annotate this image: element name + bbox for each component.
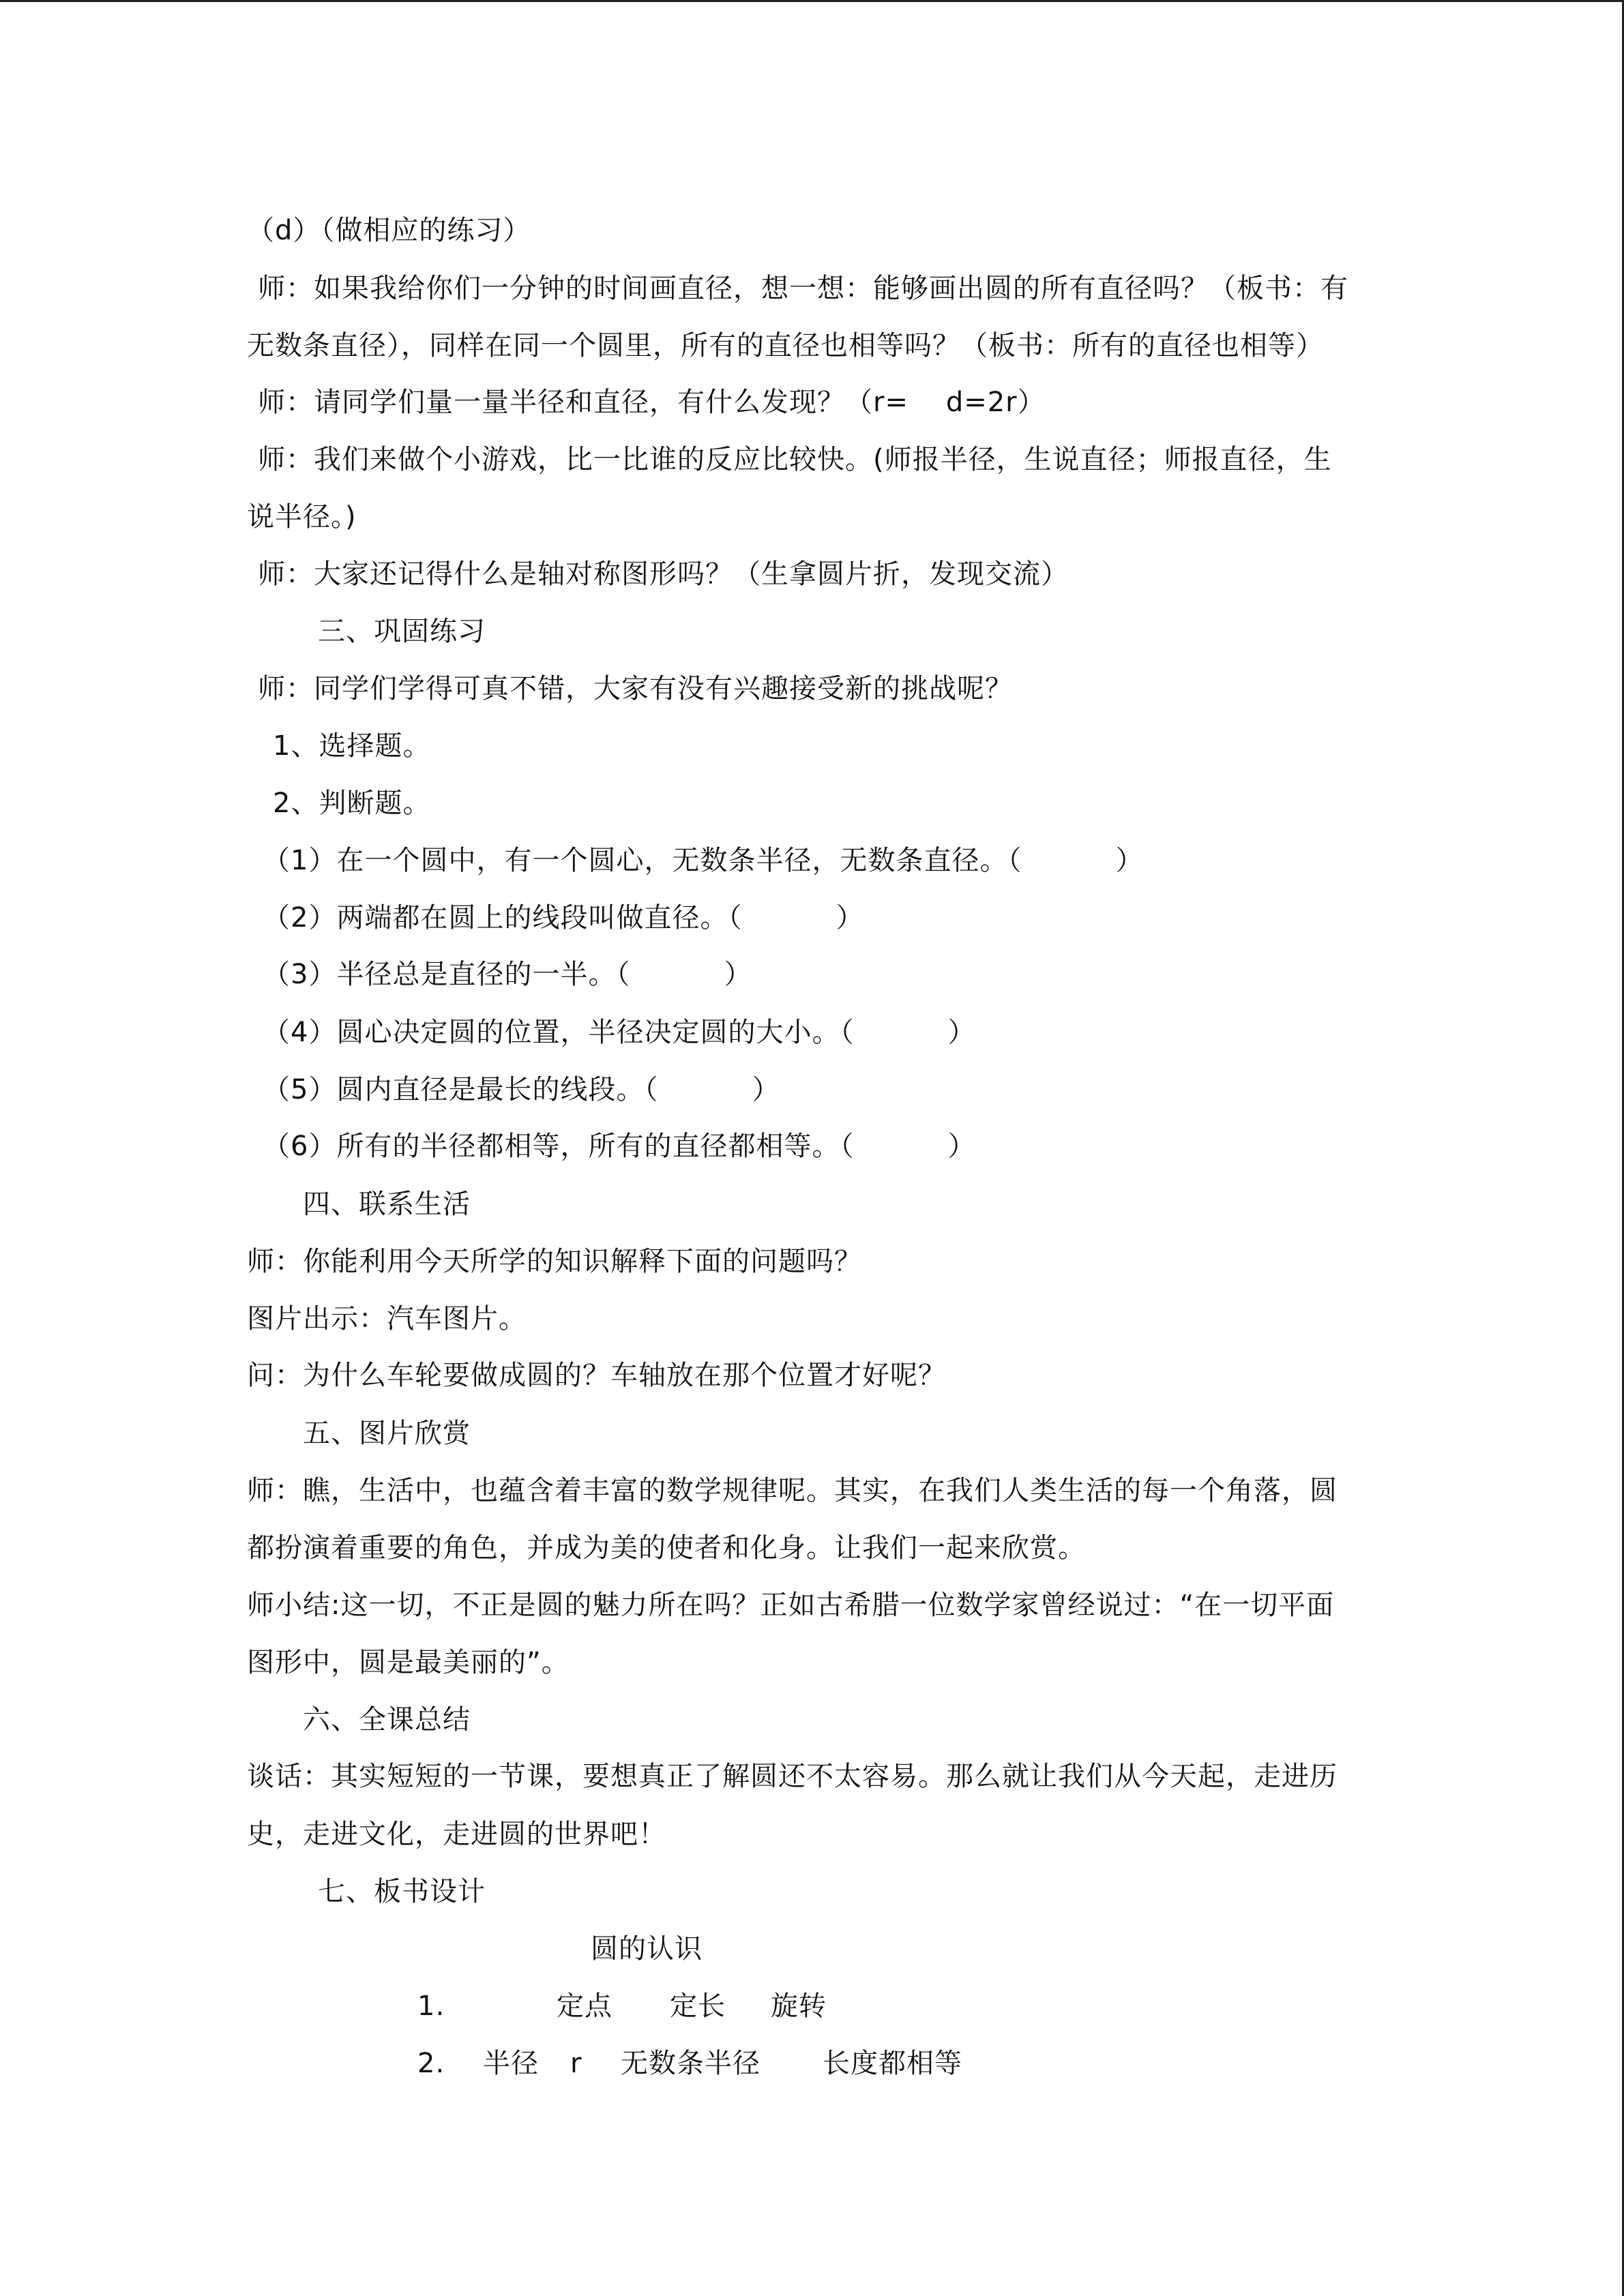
section-heading-4: 四、联系生活 — [303, 1189, 471, 1220]
board-row1-number: 1. — [417, 1991, 445, 2022]
text-line-5: 师：我们来做个小游戏，比一比谁的反应比较快。(师报半径，生说直径；师报直径，生 — [258, 444, 1332, 475]
board-title: 圆的认识 — [591, 1933, 703, 1965]
text-line-26: 图形中，圆是最美丽的”。 — [247, 1647, 570, 1678]
text-line-6: 说半径。) — [247, 501, 357, 533]
board-row1-fixed-point: 定点 — [557, 1991, 612, 2022]
section-heading-3: 三、巩固练习 — [318, 616, 486, 647]
section-heading-6: 六、全课总结 — [303, 1704, 471, 1735]
text-line-2: 师：如果我给你们一分钟的时间画直径，想一想：能够画出圆的所有直径吗？（板书：有 — [258, 273, 1348, 304]
judge-item-5: （5）圆内直径是最长的线段。（ ） — [263, 1074, 780, 1105]
judge-item-3: （3）半径总是直径的一半。（ ） — [263, 959, 752, 990]
board-row2-equal-length: 长度都相等 — [823, 2048, 962, 2079]
text-line-24: 都扮演着重要的角色，并成为美的使者和化身。让我们一起来欣赏。 — [247, 1532, 1086, 1564]
text-line-29: 史，走进文化，走进圆的世界吧！ — [247, 1819, 666, 1850]
text-line-25: 师小结:这一切，不正是圆的魅力所在吗？正如古希腊一位数学家曾经说过：“在一切平面 — [247, 1590, 1335, 1621]
text-line-28: 谈话：其实短短的一节课，要想真正了解圆还不太容易。那么就让我们从今天起，走进历 — [247, 1761, 1338, 1792]
text-line-1: （d）（做相应的练习） — [247, 215, 531, 246]
section-heading-7: 七、板书设计 — [318, 1876, 486, 1907]
board-row1-rotate: 旋转 — [771, 1991, 827, 2022]
text-line-19: 师：你能利用今天所学的知识解释下面的问题吗？ — [247, 1246, 862, 1277]
judge-item-6: （6）所有的半径都相等，所有的直径都相等。（ ） — [263, 1131, 976, 1162]
board-row2-r: r — [570, 2048, 582, 2079]
board-row1-fixed-length: 定长 — [670, 1991, 726, 2022]
text-line-3: 无数条直径），同样在同一个圆里，所有的直径也相等吗？（板书：所有的直径也相等） — [247, 330, 1324, 361]
judge-item-2: （2）两端都在圆上的线段叫做直径。（ ） — [263, 902, 864, 934]
text-line-23: 师：瞧，生活中，也蕴含着丰富的数学规律呢。其实，在我们人类生活的每一个角落，圆 — [247, 1475, 1338, 1506]
board-row2-number: 2. — [417, 2048, 445, 2079]
judge-item-4: （4）圆心决定圆的位置，半径决定圆的大小。（ ） — [263, 1017, 976, 1048]
text-line-21: 问：为什么车轮要做成圆的？车轴放在那个位置才好呢？ — [247, 1360, 946, 1391]
board-row2-radius: 半径 — [483, 2048, 539, 2079]
text-line-4: 师：请同学们量一量半径和直径，有什么发现？（r= d=2r） — [258, 387, 1046, 418]
text-line-9: 师：同学们学得可真不错，大家有没有兴趣接受新的挑战呢？ — [258, 673, 1013, 704]
section-heading-5: 五、图片欣赏 — [303, 1418, 471, 1449]
text-line-7: 师：大家还记得什么是轴对称图形吗？（生拿圆片折，发现交流） — [258, 558, 1069, 590]
text-line-20: 图片出示：汽车图片。 — [247, 1303, 527, 1335]
board-row2-infinite-radii: 无数条半径 — [621, 2048, 761, 2079]
judge-item-1: （1）在一个圆中，有一个圆心，无数条半径，无数条直径。（ ） — [263, 845, 1144, 876]
question-type-2: 2、判断题。 — [273, 788, 431, 819]
question-type-1: 1、选择题。 — [273, 730, 431, 762]
